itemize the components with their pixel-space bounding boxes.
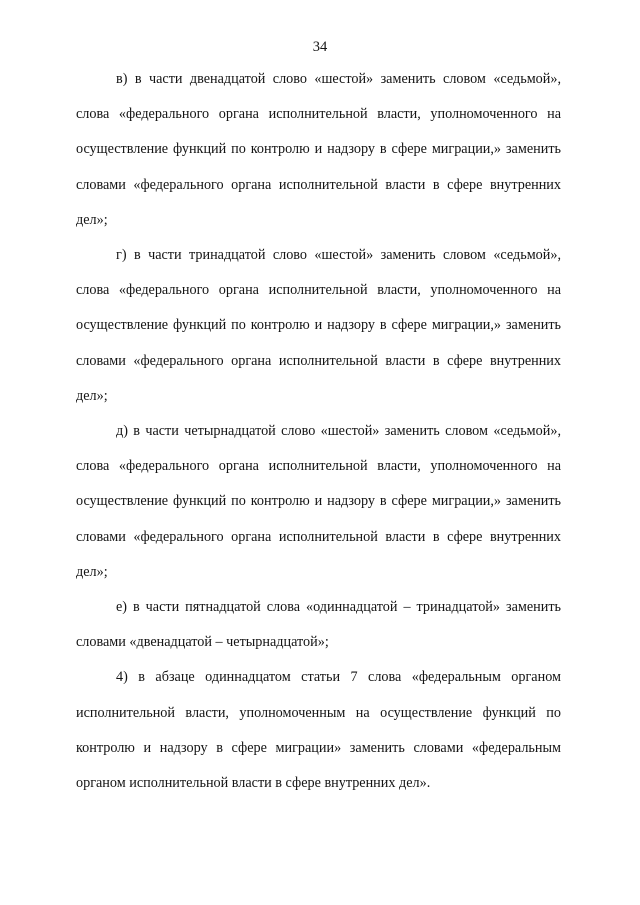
document-body — [76, 62, 561, 801]
paragraph-d: д) в части четырнадцатой слово «шестой» заменить словом «седьмой», слова «федерального органа исполнительной власти, уполномоченного на осуществление функций по контролю и надзору в сфере миграции,» заменить словами «федерального органа исполнительной власти в сфере внутренних дел»; — [76, 423, 561, 580]
page-number: 34 — [312, 39, 328, 55]
paragraph-v: в) в части двенадцатой слово «шестой» заменить словом «седьмой», слова «федерального органа исполнительной власти, уполномоченного на осуществление функций по контролю и надзору в сфере миграции,» заменить словами «федерального органа исполнительной власти в сфере внутренних дел»; — [76, 71, 561, 228]
paragraph-e: е) в части пятнадцатой слова «одиннадцатой – тринадцатой» заменить словами «двенадцатой – четырнадцатой»; — [76, 599, 561, 651]
paragraph-4: 4) в абзаце одиннадцатом статьи 7 слова «федеральным органом исполнительной власти, уполномоченным на осуществление функций по контролю и надзору в сфере миграции» заменить словами «федеральным органом исполнительной власти в сфере внутренних дел». — [76, 669, 561, 792]
paragraph-g: г) в части тринадцатой слово «шестой» заменить словом «седьмой», слова «федерального органа исполнительной власти, уполномоченного на осуществление функций по контролю и надзору в сфере миграции,» заменить словами «федерального органа исполнительной власти в сфере внутренних дел»; — [76, 247, 561, 404]
